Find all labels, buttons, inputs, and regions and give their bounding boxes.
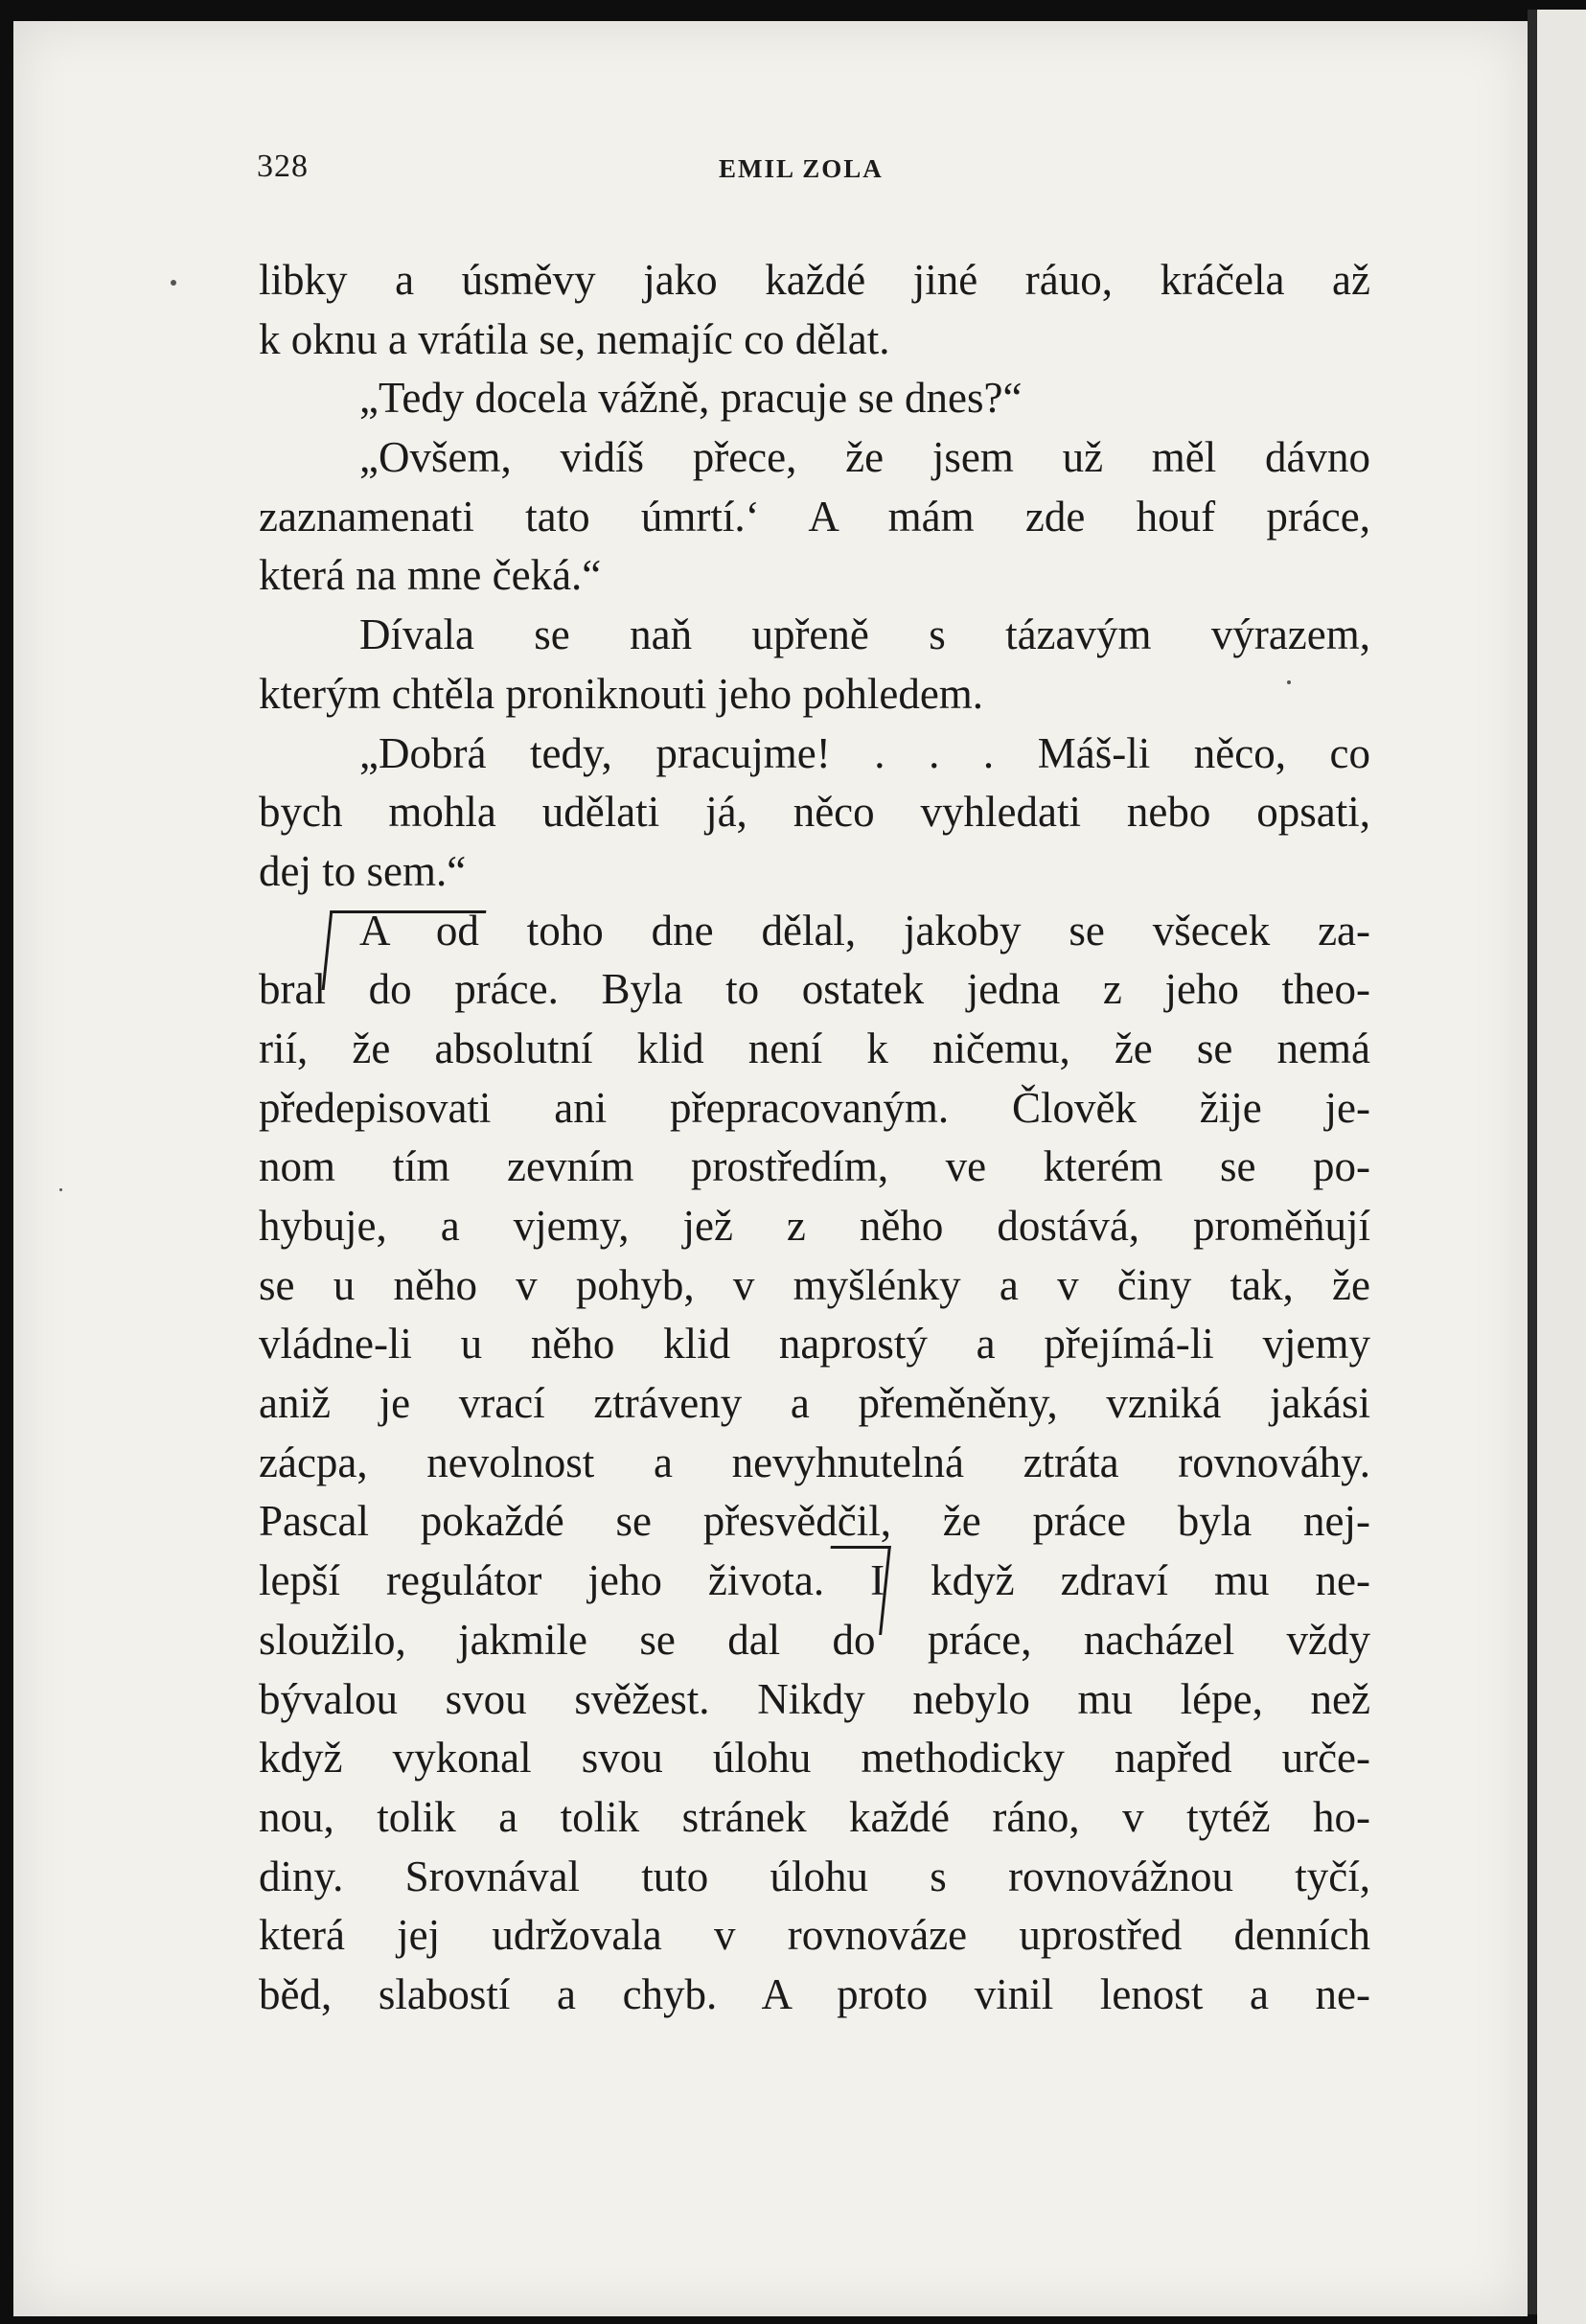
text-line: která na mne čeká.“ xyxy=(259,551,602,600)
text-line: aniž je vrací ztráveny a přeměněny, vzniká jakási xyxy=(259,1379,1370,1428)
text-line: k oknu a vrátila se, nemajíc co dělat. xyxy=(259,314,890,363)
text-line: dej to sem.“ xyxy=(259,846,467,895)
handwritten-bracket-open xyxy=(322,910,487,990)
text-line: zaznamenati tato úmrtí.‘ A mám zde houf práce, xyxy=(259,492,1370,541)
text-line: která jej udržovala v rovnováze uprostřed denních xyxy=(259,1911,1370,1960)
paper-speck xyxy=(59,1188,62,1191)
text-line: bral do práce. Byla to ostatek jedna z jeho theo- xyxy=(259,965,1370,1014)
text-line: sloužilo, jakmile se dal do práce, nacházel vždy xyxy=(259,1615,1370,1664)
text-line: zácpa, nevolnost a nevyhnutelná ztráta rovnováhy. xyxy=(259,1438,1370,1486)
paper-speck xyxy=(1287,680,1291,684)
body-text xyxy=(259,251,1370,2025)
text-line: nom tím zevním prostředím, ve kterém se po- xyxy=(259,1142,1370,1191)
page-gutter-edge xyxy=(1528,10,1537,2314)
text-line: vládne-li u něho klid naprostý a přejímá-li vjemy xyxy=(259,1320,1370,1369)
text-line: předepisovati ani přepracovaným. Člověk žije je- xyxy=(259,1083,1370,1132)
text-line: „Dobrá tedy, pracujme! . . . Máš-li něco, co xyxy=(359,728,1370,777)
running-head: EMIL ZOLA xyxy=(719,154,884,183)
text-line: rií, že absolutní klid není k ničemu, že se nemá xyxy=(259,1024,1370,1072)
text-line: nou, tolik a tolik stránek každé ráno, v tytéž ho- xyxy=(259,1792,1370,1841)
text-line: A od toho dne dělal, jakoby se všecek za- xyxy=(359,906,1370,955)
text-line: hybuje, a vjemy, jež z něho dostává, proměňují xyxy=(259,1202,1370,1250)
text-line: když vykonal svou úlohu methodicky napřed urče- xyxy=(259,1734,1370,1783)
text-line: bych mohla udělati já, něco vyhledati nebo opsati, xyxy=(259,788,1370,837)
text-line: libky a úsměvy jako každé jiné ráuo, kráčela až xyxy=(259,256,1370,304)
text-line: Pascal pokaždé se přesvědčil, že práce byla nej- xyxy=(259,1497,1370,1546)
text-line: se u něho v pohyb, v myšlénky a v činy tak, že xyxy=(259,1260,1370,1309)
text-line: kterým chtěla proniknouti jeho pohledem. xyxy=(259,669,984,718)
paper-speck xyxy=(171,280,176,286)
page-number: 328 xyxy=(257,149,309,184)
page-header xyxy=(257,149,1368,196)
text-line: bývalou svou svěžest. Nikdy nebylo mu lépe, než xyxy=(259,1674,1370,1723)
text-line: běd, slabostí a chyb. A proto vinil lenost a ne- xyxy=(259,1969,1370,2018)
text-line: lepší regulátor jeho života. I když zdraví mu ne- xyxy=(259,1556,1370,1605)
facing-page-edge xyxy=(1537,10,1586,2324)
text-line: Dívala se naň upřeně s tázavým výrazem, xyxy=(359,610,1370,659)
handwritten-bracket-close xyxy=(821,1546,891,1635)
text-line: „Tedy docela vážně, pracuje se dnes?“ xyxy=(359,374,1023,423)
text-line: diny. Srovnával tuto úlohu s rovnovážnou tyčí, xyxy=(259,1852,1370,1900)
text-line: „Ovšem, vidíš přece, že jsem už měl dávno xyxy=(359,433,1370,482)
